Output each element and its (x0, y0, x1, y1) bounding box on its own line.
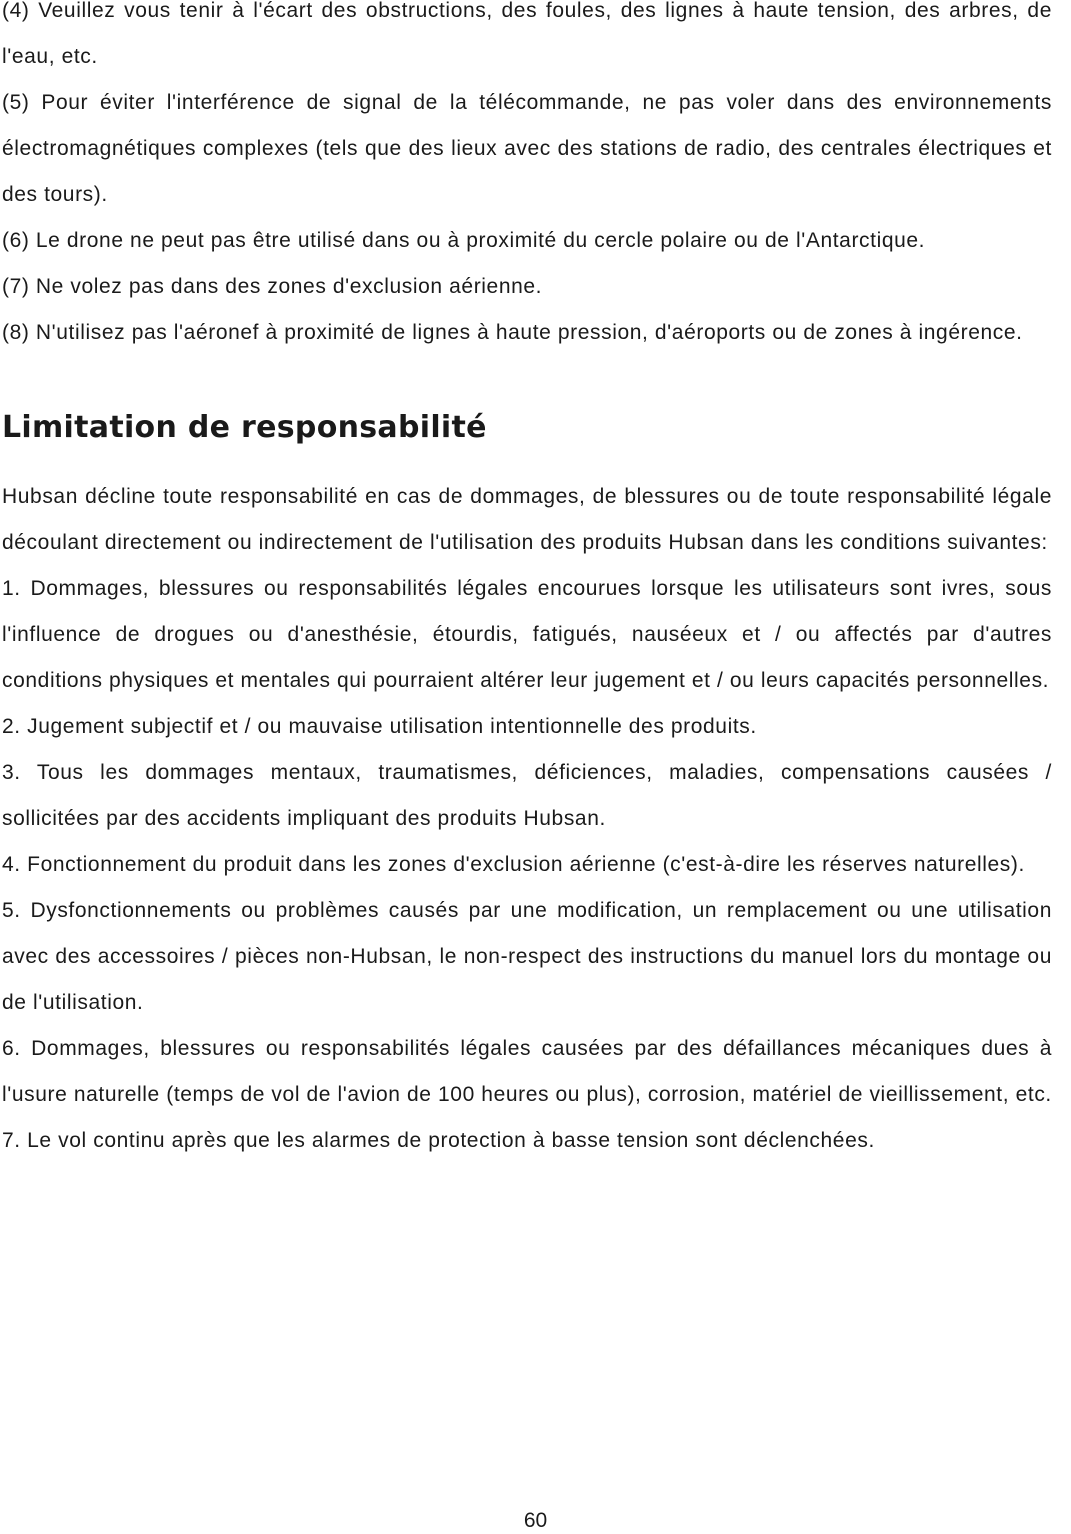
intro-item-6: (6) Le drone ne peut pas être utilisé dans ou à proximité du cercle polaire ou de l'Antarctique. (2, 229, 926, 252)
liability-item-1: 1. Dommages, blessures ou responsabilités légales encourues lorsque les utilisateurs sont ivres, sous l'influence de drogues ou d'anesthésie, étourdis, fatigués, nauséeux et / ou affectés par d'autres conditions physiques et mentales qui pourraient altérer leur jugement et / ou leurs capacités personnelles. (2, 577, 1052, 692)
liability-item-4: 4. Fonctionnement du produit dans les zones d'exclusion aérienne (c'est-à-dire les réserves naturelles). (2, 853, 1025, 876)
liability-item-2: 2. Jugement subjectif et / ou mauvaise utilisation intentionnelle des produits. (2, 715, 757, 738)
document-page (2, 0, 1052, 1164)
liability-item-7: 7. Le vol continu après que les alarmes de protection à basse tension sont déclenchées. (2, 1129, 875, 1152)
page-number: 60 (523, 1509, 548, 1532)
section-intro: Hubsan décline toute responsabilité en cas de dommages, de blessures ou de toute responsabilité légale découlant directement ou indirectement de l'utilisation des produits Hubsan dans les conditions suivantes: (2, 485, 1052, 554)
liability-item-6: 6. Dommages, blessures ou responsabilités légales causées par des défaillances mécaniques dues à l'usure naturelle (temps de vol de l'avion de 100 heures ou plus), corrosion, matériel de vieillissement, etc. (2, 1037, 1052, 1106)
liability-item-3: 3. Tous les dommages mentaux, traumatismes, déficiences, maladies, compensations causées / sollicitées par des accidents impliquant des produits Hubsan. (2, 761, 1052, 830)
intro-item-7: (7) Ne volez pas dans des zones d'exclusion aérienne. (2, 275, 543, 298)
intro-item-5: (5) Pour éviter l'interférence de signal de la télécommande, ne pas voler dans des environnements électromagnétiques complexes (tels que des lieux avec des stations de radio, des centrales électriques et des tours). (2, 91, 1052, 206)
section-title: Limitation de responsabilité (2, 410, 487, 445)
liability-item-5: 5. Dysfonctionnements ou problèmes causés par une modification, un remplacement ou une utilisation avec des accessoires / pièces non-Hubsan, le non-respect des instructions du manuel lors du montage ou de l'utilisation. (2, 899, 1052, 1014)
intro-item-8: (8) N'utilisez pas l'aéronef à proximité de lignes à haute pression, d'aéroports ou de zones à ingérence. (2, 321, 1023, 344)
intro-item-4: (4) Veuillez vous tenir à l'écart des obstructions, des foules, des lignes à haute tension, des arbres, de l'eau, etc. (2, 0, 1052, 68)
